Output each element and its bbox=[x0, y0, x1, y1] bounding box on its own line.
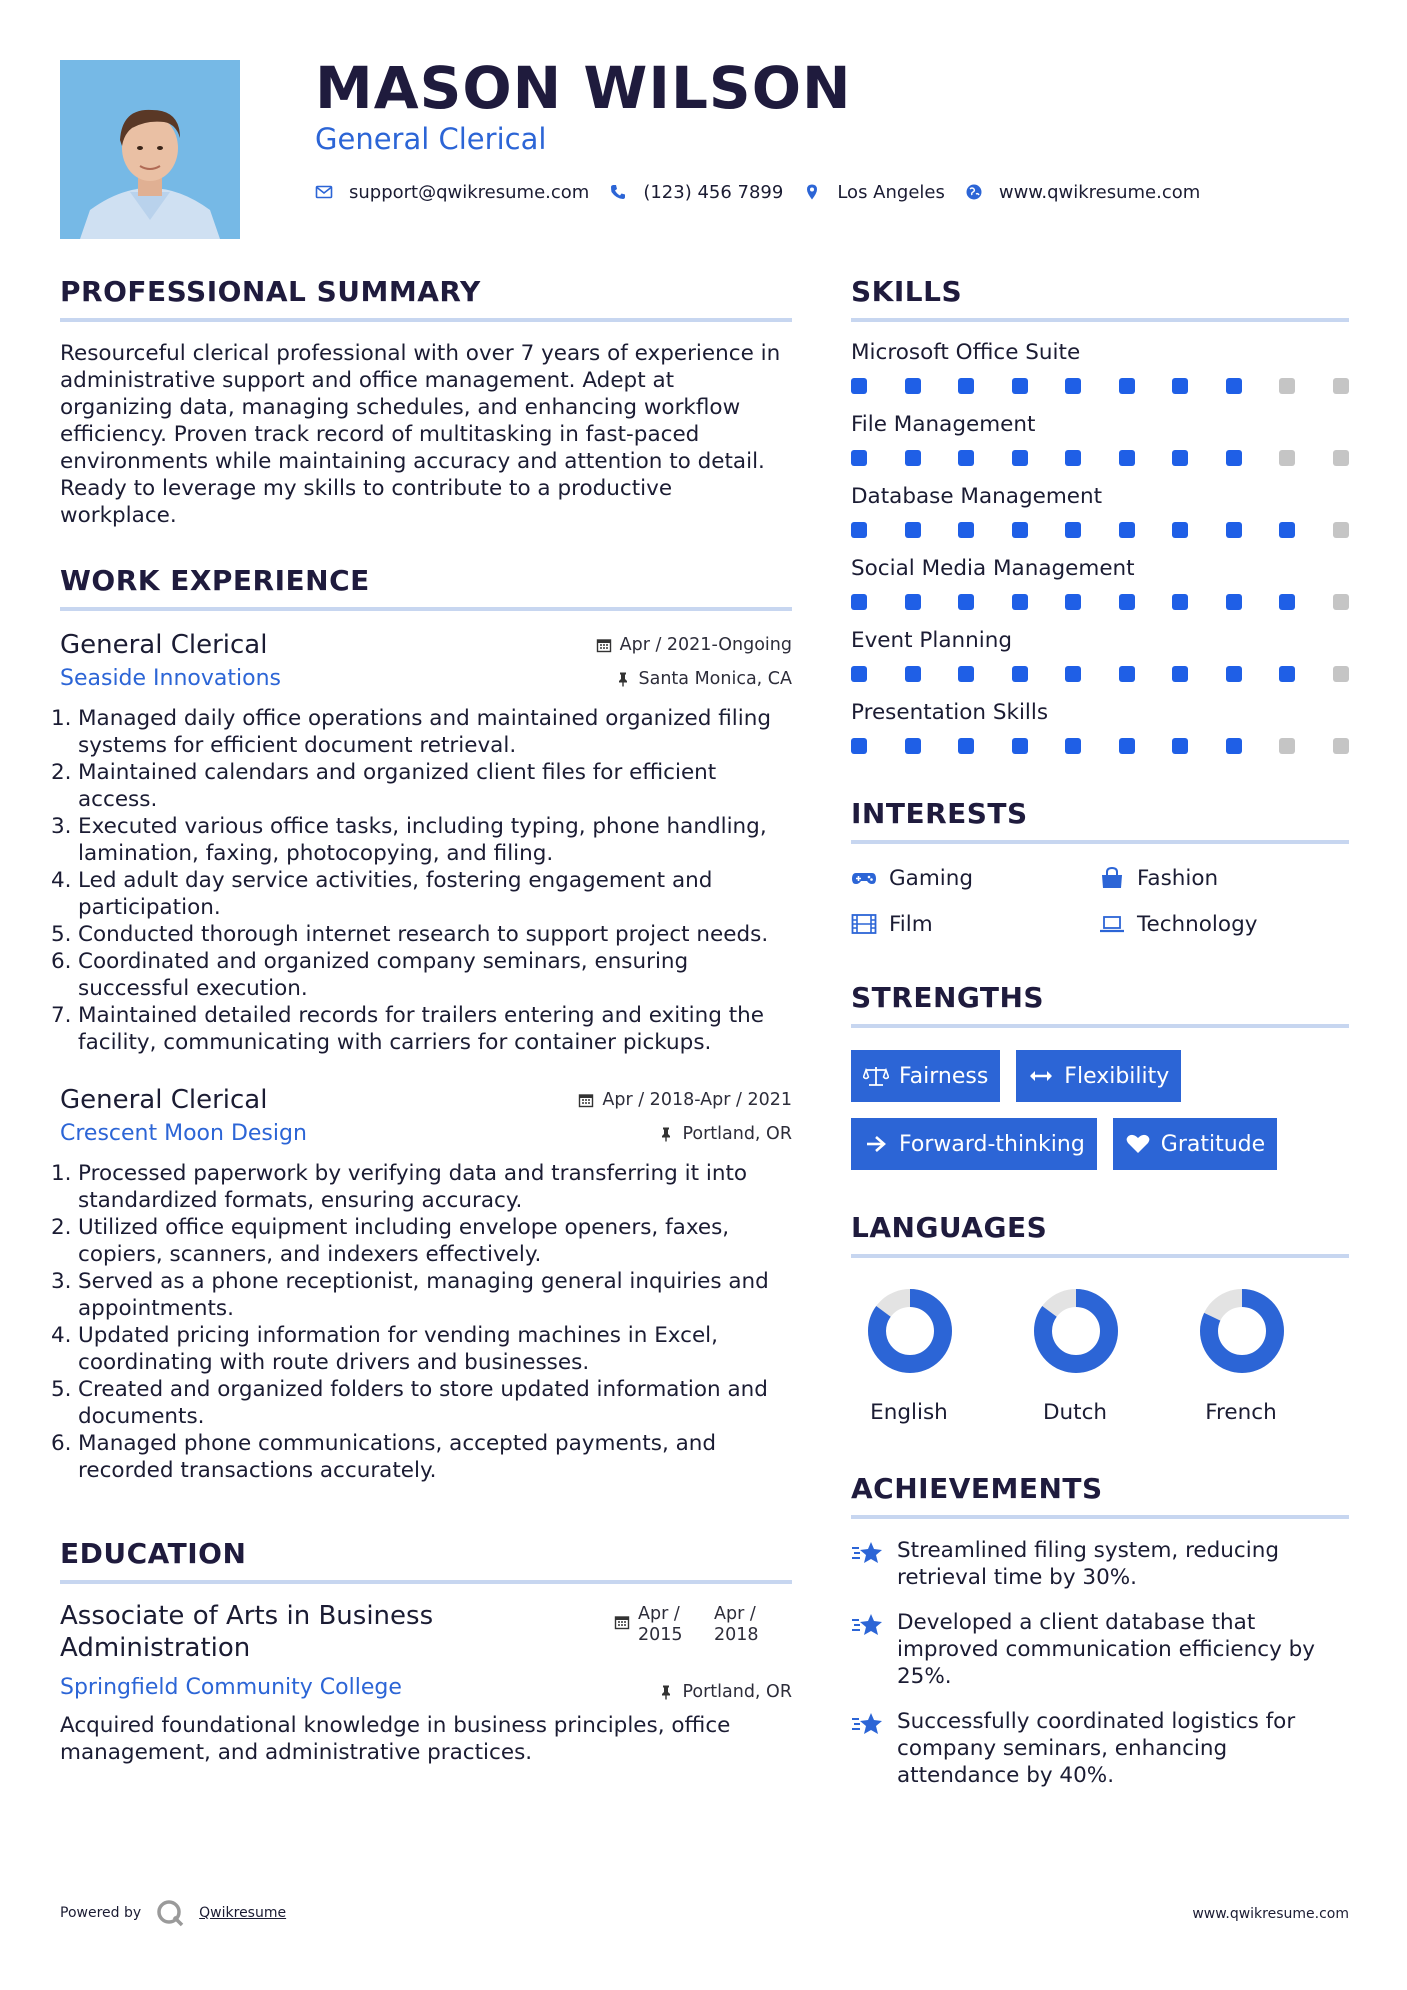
arrow-right-icon bbox=[863, 1133, 889, 1155]
interests-list bbox=[851, 864, 1349, 938]
rating-dot-filled bbox=[1226, 378, 1242, 394]
contact-phone[interactable] bbox=[609, 182, 783, 203]
arrows-horizontal-icon bbox=[1028, 1065, 1054, 1087]
job-entry bbox=[51, 629, 792, 1056]
left-column bbox=[51, 274, 792, 1766]
list-item: 3. Executed various office tasks, including typing, phone handling, lamination, faxing, photocopying, and filing. bbox=[51, 814, 767, 866]
list-item: 2. Utilized office equipment including envelope openers, faxes, copiers, scanners, and indexers effectively. bbox=[51, 1215, 730, 1267]
strength-badge bbox=[851, 1118, 1097, 1170]
job-dates-text: Apr / 2018-Apr / 2021 bbox=[602, 1090, 792, 1110]
rating-dot-filled bbox=[1065, 522, 1081, 538]
contact-website[interactable] bbox=[965, 182, 1200, 203]
list-item: 4. Led adult day service activities, fostering engagement and participation. bbox=[51, 868, 713, 920]
pushpin-icon bbox=[658, 1126, 674, 1142]
calendar-icon bbox=[614, 1614, 630, 1630]
shooting-star-icon bbox=[851, 1539, 885, 1567]
rating-dot-filled bbox=[851, 450, 867, 466]
list-item: 4. Updated pricing information for vending machines in Excel, coordinating with route drivers and businesses. bbox=[51, 1323, 718, 1375]
strength-badge bbox=[1016, 1050, 1181, 1102]
skill-rating bbox=[851, 450, 1349, 466]
powered-by-text: Powered by bbox=[60, 1905, 142, 1921]
skill-item bbox=[851, 340, 1349, 394]
education-start: Apr / 2015 bbox=[638, 1604, 683, 1645]
rating-dot-filled bbox=[1172, 450, 1188, 466]
rating-dot-empty bbox=[1333, 594, 1349, 610]
achievements-heading-text: ACHIEVEMENTS bbox=[851, 1472, 1103, 1505]
job-bullets bbox=[51, 1160, 792, 1484]
candidate-name: MASON WILSON bbox=[315, 54, 852, 122]
company-name: Seaside Innovations bbox=[60, 666, 281, 691]
skills-heading bbox=[851, 274, 1349, 322]
job-dates bbox=[578, 1090, 792, 1110]
rating-dot-filled bbox=[905, 450, 921, 466]
qwikresume-link[interactable]: Qwikresume bbox=[199, 1905, 287, 1921]
achievement-item bbox=[851, 1537, 1349, 1591]
rating-dot-filled bbox=[1226, 666, 1242, 682]
website-text: www.qwikresume.com bbox=[998, 181, 1201, 203]
rating-dot-filled bbox=[851, 522, 867, 538]
summary-text: Resourceful clerical professional with over 7 years of experience in administrative support and office management. Adept at organizing data, managing schedules, and enhancing workflow efficiency. Proven track record of multitasking in fast-paced environments while maintaining accuracy and attention to detail. Ready to leverage my skills to contribute to a productive workplace. bbox=[60, 341, 781, 528]
map-pin-icon bbox=[803, 183, 821, 201]
skill-rating bbox=[851, 522, 1349, 538]
rating-dot-filled bbox=[1119, 666, 1135, 682]
rating-dot-empty bbox=[1333, 738, 1349, 754]
language-donut bbox=[1199, 1288, 1285, 1374]
contact-bar bbox=[315, 177, 1220, 207]
list-item: 7. Maintained detailed records for trailers entering and exiting the facility, communicating with carriers for container pickups. bbox=[51, 1003, 765, 1055]
education-description: Acquired foundational knowledge in business principles, office management, and administrative practices. bbox=[60, 1713, 731, 1765]
skill-name: Database Management bbox=[851, 484, 1103, 509]
job-entry bbox=[51, 1084, 792, 1484]
job-title: General Clerical bbox=[60, 630, 268, 660]
skill-item bbox=[851, 412, 1349, 466]
envelope-icon bbox=[315, 183, 333, 201]
list-item: 2. Maintained calendars and organized client files for efficient access. bbox=[51, 760, 717, 812]
rating-dot-filled bbox=[958, 522, 974, 538]
list-item: 6. Managed phone communications, accepted payments, and recorded transactions accurately. bbox=[51, 1431, 717, 1483]
rating-dot-filled bbox=[958, 666, 974, 682]
job-location bbox=[615, 669, 793, 689]
strengths-heading bbox=[851, 980, 1349, 1028]
rating-dot-filled bbox=[958, 378, 974, 394]
achievements-list bbox=[851, 1537, 1349, 1789]
list-item: 1. Managed daily office operations and maintained organized filing systems for efficient document retrieval. bbox=[51, 706, 772, 758]
achievement-text: Streamlined filing system, reducing retrieval time by 30%. bbox=[897, 1538, 1280, 1590]
shooting-star-icon bbox=[851, 1710, 885, 1738]
achievement-item bbox=[851, 1609, 1349, 1690]
rating-dot-filled bbox=[905, 666, 921, 682]
rating-dot-filled bbox=[851, 666, 867, 682]
education-location-text: Portland, OR bbox=[682, 1682, 792, 1702]
list-item: 3. Served as a phone receptionist, managing general inquiries and appointments. bbox=[51, 1269, 769, 1321]
rating-dot-filled bbox=[905, 738, 921, 754]
language-name: English bbox=[870, 1400, 948, 1425]
gamepad-icon bbox=[851, 867, 877, 889]
strength-badge bbox=[851, 1050, 1000, 1102]
achievements-heading bbox=[851, 1471, 1349, 1519]
interests-heading bbox=[851, 796, 1349, 844]
skill-item bbox=[851, 628, 1349, 682]
list-item: 5. Conducted thorough internet research to support project needs. bbox=[51, 922, 769, 947]
rating-dot-filled bbox=[1172, 666, 1188, 682]
degree-title: Associate of Arts in Business Administration bbox=[60, 1601, 434, 1663]
rating-dot-filled bbox=[1172, 594, 1188, 610]
summary-heading-text: PROFESSIONAL SUMMARY bbox=[60, 275, 481, 308]
pushpin-icon bbox=[658, 1684, 674, 1700]
job-location bbox=[658, 1124, 792, 1144]
rating-dot-filled bbox=[1012, 378, 1028, 394]
rating-dot-filled bbox=[905, 378, 921, 394]
job-location-text: Santa Monica, CA bbox=[638, 669, 792, 689]
heart-icon bbox=[1125, 1133, 1151, 1155]
languages-heading bbox=[851, 1210, 1349, 1258]
list-item: 6. Coordinated and organized company seminars, ensuring successful execution. bbox=[51, 949, 689, 1001]
languages-list bbox=[851, 1288, 1349, 1425]
skill-rating bbox=[851, 666, 1349, 682]
rating-dot-filled bbox=[1172, 738, 1188, 754]
skills-heading-text: SKILLS bbox=[851, 275, 963, 308]
skill-item bbox=[851, 700, 1349, 754]
rating-dot-filled bbox=[905, 594, 921, 610]
footer-powered-by bbox=[60, 1898, 286, 1928]
rating-dot-empty bbox=[1279, 738, 1295, 754]
rating-dot-filled bbox=[1012, 522, 1028, 538]
rating-dot-filled bbox=[1065, 666, 1081, 682]
experience-heading bbox=[60, 563, 792, 611]
job-location-text: Portland, OR bbox=[682, 1124, 792, 1144]
rating-dot-filled bbox=[851, 378, 867, 394]
achievement-item bbox=[851, 1708, 1349, 1789]
rating-dot-filled bbox=[1226, 522, 1242, 538]
strength-badge bbox=[1113, 1118, 1277, 1170]
language-name: Dutch bbox=[1042, 1400, 1108, 1425]
rating-dot-filled bbox=[1012, 594, 1028, 610]
rating-dot-filled bbox=[1012, 738, 1028, 754]
rating-dot-empty bbox=[1279, 450, 1295, 466]
rating-dot-filled bbox=[1172, 522, 1188, 538]
rating-dot-filled bbox=[905, 522, 921, 538]
interest-label: Film bbox=[889, 911, 933, 937]
school-name: Springfield Community College bbox=[60, 1675, 402, 1700]
education-entry bbox=[60, 1600, 792, 1766]
language-item bbox=[1017, 1288, 1183, 1425]
language-donut bbox=[1033, 1288, 1119, 1374]
rating-dot-filled bbox=[1119, 738, 1135, 754]
skill-rating bbox=[851, 594, 1349, 610]
location-text: Los Angeles bbox=[837, 181, 945, 203]
strength-label: Fairness bbox=[899, 1063, 989, 1089]
job-dates-text: Apr / 2021-Ongoing bbox=[619, 635, 792, 655]
email-text: support@qwikresume.com bbox=[349, 181, 590, 203]
rating-dot-filled bbox=[851, 738, 867, 754]
skill-rating bbox=[851, 378, 1349, 394]
strength-label: Gratitude bbox=[1160, 1131, 1266, 1157]
education-location bbox=[658, 1682, 792, 1702]
balance-scale-icon bbox=[863, 1065, 889, 1087]
strengths-heading-text: STRENGTHS bbox=[851, 981, 1045, 1014]
pushpin-icon bbox=[615, 671, 631, 687]
rating-dot-filled bbox=[1065, 594, 1081, 610]
rating-dot-empty bbox=[1279, 378, 1295, 394]
rating-dot-empty bbox=[1333, 522, 1349, 538]
skill-name: Event Planning bbox=[851, 628, 1013, 653]
profile-photo bbox=[60, 60, 240, 239]
experience-heading-text: WORK EXPERIENCE bbox=[60, 564, 370, 597]
rating-dot-filled bbox=[1226, 594, 1242, 610]
interest-item bbox=[1099, 864, 1347, 892]
skill-name: Social Media Management bbox=[851, 556, 1135, 581]
interest-item bbox=[851, 864, 1099, 892]
rating-dot-filled bbox=[1279, 594, 1295, 610]
rating-dot-filled bbox=[1065, 378, 1081, 394]
rating-dot-filled bbox=[1226, 738, 1242, 754]
skill-item bbox=[851, 556, 1349, 610]
interest-label: Gaming bbox=[889, 865, 974, 891]
qwikresume-logo-icon bbox=[155, 1898, 185, 1928]
strength-label: Flexibility bbox=[1064, 1063, 1170, 1089]
laptop-icon bbox=[1099, 913, 1125, 935]
rating-dot-empty bbox=[1333, 378, 1349, 394]
strengths-list bbox=[851, 1050, 1349, 1170]
language-item bbox=[1183, 1288, 1349, 1425]
skill-name: Presentation Skills bbox=[851, 700, 1049, 725]
language-item bbox=[851, 1288, 1017, 1425]
rating-dot-empty bbox=[1333, 450, 1349, 466]
interest-item bbox=[1099, 910, 1347, 938]
job-title: General Clerical bbox=[60, 1085, 268, 1115]
right-column bbox=[851, 274, 1349, 1789]
film-icon bbox=[851, 913, 877, 935]
rating-dot-filled bbox=[1172, 378, 1188, 394]
rating-dot-filled bbox=[1226, 450, 1242, 466]
achievement-text: Developed a client database that improved communication efficiency by 25%. bbox=[897, 1610, 1316, 1689]
job-bullets bbox=[51, 705, 792, 1056]
education-heading bbox=[60, 1536, 792, 1584]
company-name: Crescent Moon Design bbox=[60, 1121, 307, 1146]
shooting-star-icon bbox=[851, 1611, 885, 1639]
job-dates bbox=[596, 635, 792, 655]
skill-rating bbox=[851, 738, 1349, 754]
rating-dot-filled bbox=[1119, 450, 1135, 466]
rating-dot-filled bbox=[1012, 666, 1028, 682]
calendar-icon bbox=[596, 637, 612, 653]
rating-dot-filled bbox=[1119, 522, 1135, 538]
phone-icon bbox=[609, 183, 627, 201]
rating-dot-filled bbox=[958, 738, 974, 754]
skill-name: File Management bbox=[851, 412, 1036, 437]
skill-item bbox=[851, 484, 1349, 538]
calendar-icon bbox=[578, 1092, 594, 1108]
languages-heading-text: LANGUAGES bbox=[851, 1211, 1048, 1244]
interest-label: Technology bbox=[1137, 911, 1258, 937]
summary-heading bbox=[60, 274, 792, 322]
globe-icon bbox=[965, 183, 983, 201]
phone-text: (123) 456 7899 bbox=[643, 181, 784, 203]
education-end: Apr / 2018 bbox=[714, 1604, 759, 1645]
rating-dot-filled bbox=[851, 594, 867, 610]
shopping-bag-icon bbox=[1099, 867, 1125, 889]
footer-website[interactable]: www.qwikresume.com bbox=[1192, 1906, 1349, 1922]
rating-dot-filled bbox=[1279, 522, 1295, 538]
list-item: 5. Created and organized folders to store updated information and documents. bbox=[51, 1377, 768, 1429]
rating-dot-filled bbox=[1065, 450, 1081, 466]
rating-dot-filled bbox=[1119, 594, 1135, 610]
language-donut bbox=[867, 1288, 953, 1374]
strength-label: Forward-thinking bbox=[899, 1131, 1085, 1157]
contact-email[interactable] bbox=[315, 182, 589, 203]
language-name: French bbox=[1205, 1400, 1277, 1425]
rating-dot-filled bbox=[1279, 666, 1295, 682]
interest-item bbox=[851, 910, 1099, 938]
interest-label: Fashion bbox=[1137, 865, 1219, 891]
rating-dot-empty bbox=[1333, 666, 1349, 682]
education-dates bbox=[614, 1604, 762, 1646]
contact-location bbox=[803, 182, 945, 203]
rating-dot-filled bbox=[1012, 450, 1028, 466]
candidate-title: General Clerical bbox=[315, 122, 547, 156]
skills-list bbox=[851, 340, 1349, 754]
skill-name: Microsoft Office Suite bbox=[851, 340, 1081, 365]
interests-heading-text: INTERESTS bbox=[851, 797, 1028, 830]
list-item: 1. Processed paperwork by verifying data and transferring it into standardized formats, ensuring accuracy. bbox=[51, 1161, 748, 1213]
rating-dot-filled bbox=[1065, 738, 1081, 754]
education-heading-text: EDUCATION bbox=[60, 1537, 247, 1570]
achievement-text: Successfully coordinated logistics for company seminars, enhancing attendance by 40%. bbox=[897, 1709, 1296, 1788]
rating-dot-filled bbox=[958, 450, 974, 466]
rating-dot-filled bbox=[958, 594, 974, 610]
rating-dot-filled bbox=[1119, 378, 1135, 394]
